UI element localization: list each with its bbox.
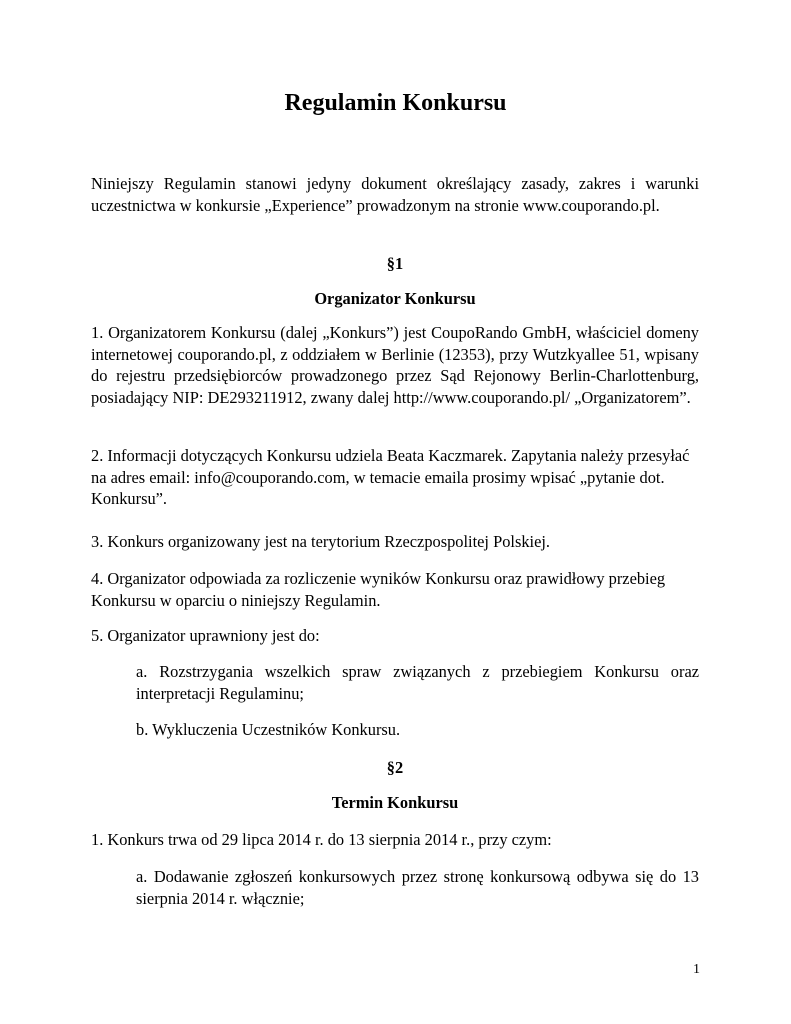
section-1-paragraph-2: 2. Informacji dotyczących Konkursu udziela Beata Kaczmarek. Zapytania należy przesyłać na adres email: info@couporando.com, w temacie emaila prosimy wpisać „pytanie dot. Konkursu”. xyxy=(91,446,690,509)
section-2-symbol: §2 xyxy=(386,758,404,777)
section-1-paragraph-4: 4. Organizator odpowiada za rozliczenie wyników Konkursu oraz prawidłowy przebieg Konkursu w oparciu o niniejszy Regulamin. xyxy=(91,569,666,610)
section-1-symbol: §1 xyxy=(386,254,404,273)
document-title: Regulamin Konkursu xyxy=(284,90,507,116)
section-1-paragraph-3: 3. Konkurs organizowany jest na terytorium Rzeczpospolitej Polskiej. xyxy=(91,532,551,551)
page-number: 1 xyxy=(693,962,700,977)
section-1-item-b: b. Wykluczenia Uczestników Konkursu. xyxy=(136,720,401,739)
section-1-paragraph-5: 5. Organizator uprawniony jest do: xyxy=(91,626,320,645)
section-2-heading: Termin Konkursu xyxy=(331,793,459,812)
section-1-paragraph-1: 1. Organizatorem Konkursu (dalej „Konkurs”) jest CoupoRando GmbH, właściciel domeny internetowej couporando.pl, z oddziałem w Berlinie (12353), przy Wutzkyallee 51, wpisany do rejestru przedsiębiorców prowadzonego przez Sąd Rejonowy Berlin-Charlottenburg, posiadający NIP: DE293211912, zwany dalej http://www.couporando.pl/ „Organizatorem”. xyxy=(91,323,699,407)
section-2-item-a: a. Dodawanie zgłoszeń konkursowych przez stronę konkursową odbywa się do 13 sierpnia 2014 r. włącznie; xyxy=(136,867,699,908)
section-1-item-a: a. Rozstrzygania wszelkich spraw związanych z przebiegiem Konkursu oraz interpretacji Regulaminu; xyxy=(136,662,699,703)
intro-paragraph: Niniejszy Regulamin stanowi jedyny dokument określający zasady, zakres i warunki uczestnictwa w konkursie „Experience” prowadzonym na stronie www.couporando.pl. xyxy=(91,174,699,215)
section-2-paragraph-1: 1. Konkurs trwa od 29 lipca 2014 r. do 13 sierpnia 2014 r., przy czym: xyxy=(91,830,552,849)
section-1-heading: Organizator Konkursu xyxy=(314,289,476,308)
